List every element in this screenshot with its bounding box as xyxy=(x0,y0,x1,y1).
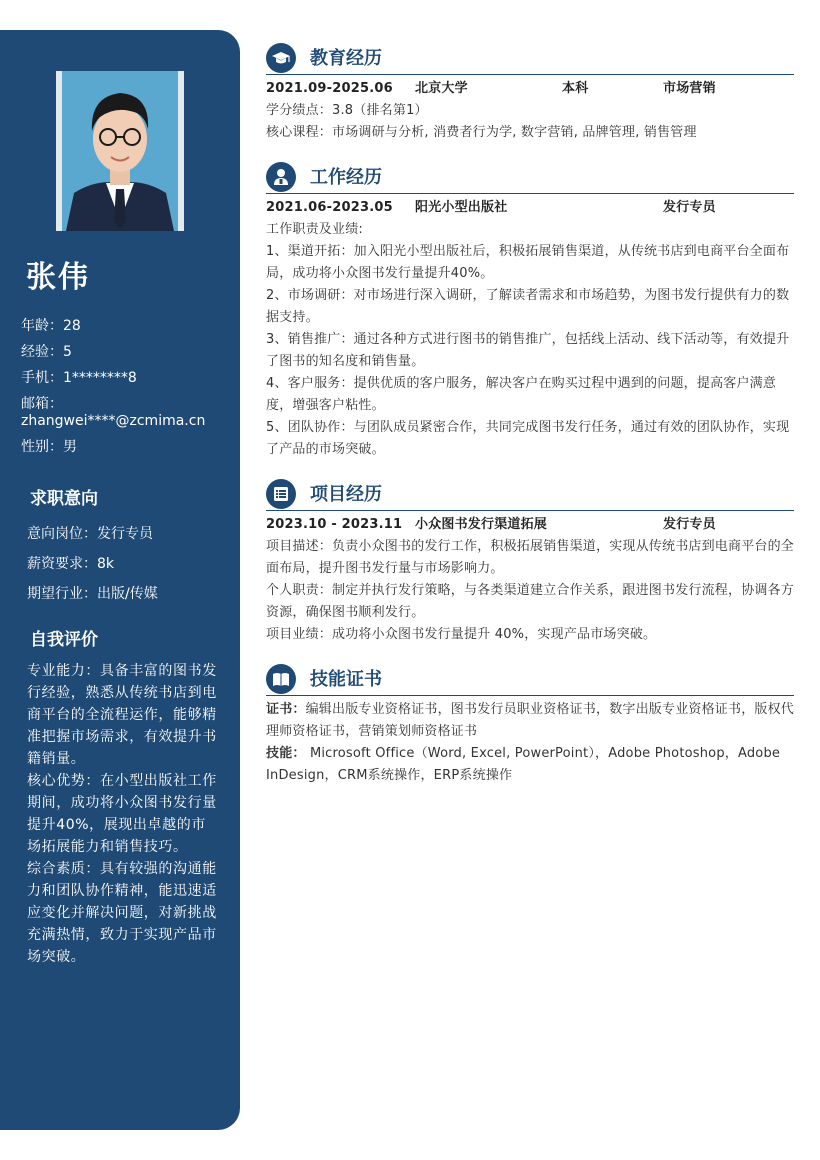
section-title: 技能证书 xyxy=(310,669,382,690)
skill-line xyxy=(266,743,794,787)
profile-photo xyxy=(56,71,184,231)
section-title: 项目经历 xyxy=(310,484,382,505)
intent-list xyxy=(27,525,158,615)
work-line: 3、销售推广：通过各种方式进行图书的销售推广，包括线上活动、线下活动等，有效提升了图书的知名度和销售量。 xyxy=(266,332,790,369)
candidate-name: 张伟 xyxy=(26,260,90,295)
project-section xyxy=(266,476,794,646)
info-phone xyxy=(21,370,231,387)
education-date: 2021.09-2025.06 xyxy=(266,81,393,96)
work-body xyxy=(266,197,794,461)
info-label: 年龄： xyxy=(21,318,63,334)
work-row-head xyxy=(266,197,794,219)
project-name: 小众图书发行渠道拓展 xyxy=(415,517,548,532)
self-eval-paragraph: 核心优势：在小型出版社工作期间，成功将小众图书发行量提升40%，展现出卓越的市场拓展能力和销售技巧。 xyxy=(27,773,217,855)
work-date: 2021.06-2023.05 xyxy=(266,200,393,215)
info-label: 邮箱： xyxy=(21,396,63,412)
work-line: 5、团队协作：与团队成员紧密合作，共同完成图书发行任务，通过有效的团队协作，实现了产品的市场突破。 xyxy=(266,420,790,457)
info-label: 性别： xyxy=(21,439,63,455)
self-eval-text xyxy=(27,660,219,968)
section-title: 教育经历 xyxy=(310,48,382,69)
intent-title: 求职意向 xyxy=(30,489,98,509)
intent-item: 意向岗位：发行专员 xyxy=(27,526,153,542)
section-header xyxy=(266,159,794,194)
section-header xyxy=(266,661,794,696)
worker-icon xyxy=(266,162,296,192)
info-value: zhangwei****@zcmima.cn xyxy=(21,413,206,429)
education-major: 市场营销 xyxy=(663,81,716,96)
skills-section xyxy=(266,661,794,787)
graduation-cap-icon xyxy=(266,43,296,73)
work-role: 发行专员 xyxy=(663,200,716,215)
education-line: 学分绩点：3.8（排名第1） xyxy=(266,103,428,118)
education-body xyxy=(266,78,794,144)
project-body xyxy=(266,514,794,646)
basic-info xyxy=(21,318,231,465)
work-section xyxy=(266,159,794,461)
self-eval-paragraph: 综合素质：具有较强的沟通能力和团队协作精神，能迅速适应变化并解决问题，对新挑战充满热情，致力于实现产品市场突破。 xyxy=(27,861,217,965)
work-line: 工作职责及业绩: xyxy=(266,222,363,237)
skill-label: 技能： xyxy=(266,746,306,761)
section-title: 工作经历 xyxy=(310,167,382,188)
project-line: 项目业绩：成功将小众图书发行量提升 40%，实现产品市场突破。 xyxy=(266,627,657,642)
info-value: 28 xyxy=(63,318,81,334)
info-label: 经验： xyxy=(21,344,63,360)
intent-item: 期望行业：出版/传媒 xyxy=(27,586,158,602)
skill-text: Microsoft Office（Word, Excel, PowerPoint），Adobe Photoshop，Adobe InDesign，CRM系统操作，ERP系统操作 xyxy=(266,746,781,783)
intent-item: 薪资要求：8k xyxy=(27,556,115,572)
info-gender xyxy=(21,439,231,456)
work-line: 1、渠道开拓：加入阳光小型出版社后，积极拓展销售渠道，从传统书店到电商平台全面布局，成功将小众图书发行量提升40%。 xyxy=(266,244,790,281)
skills-body xyxy=(266,699,794,787)
self-eval-title: 自我评价 xyxy=(30,630,98,650)
self-eval-paragraph: 专业能力：具备丰富的图书发行经验，熟悉从传统书店到电商平台的全流程运作，能够精准把握市场需求，有效提升书籍销量。 xyxy=(27,663,217,767)
project-date: 2023.10 - 2023.11 xyxy=(266,517,403,532)
education-section xyxy=(266,40,794,144)
work-line: 2、市场调研：对市场进行深入调研，了解读者需求和市场趋势，为图书发行提供有力的数据支持。 xyxy=(266,288,790,325)
sidebar xyxy=(0,30,240,1130)
cert-text: 编辑出版专业资格证书，图书发行员职业资格证书，数字出版专业资格证书，版权代理师资格证书，营销策划师资格证书 xyxy=(266,702,795,739)
cert-label: 证书： xyxy=(266,702,306,717)
project-row-head xyxy=(266,514,794,536)
info-label: 手机： xyxy=(21,370,63,386)
education-school: 北京大学 xyxy=(415,81,468,96)
cert-line xyxy=(266,699,794,743)
book-icon xyxy=(266,664,296,694)
info-value: 5 xyxy=(63,344,72,360)
section-header xyxy=(266,476,794,511)
info-value: 男 xyxy=(63,439,77,455)
list-icon xyxy=(266,479,296,509)
work-company: 阳光小型出版社 xyxy=(415,200,508,215)
project-line: 项目描述：负责小众图书的发行工作，积极拓展销售渠道，实现从传统书店到电商平台的全面布局，提升图书发行量与市场影响力。 xyxy=(266,539,795,576)
education-row-head xyxy=(266,78,794,100)
education-degree: 本科 xyxy=(562,81,589,96)
work-line: 4、客户服务：提供优质的客户服务，解决客户在购买过程中遇到的问题，提高客户满意度，增强客户粘性。 xyxy=(266,376,777,413)
project-line: 个人职责：制定并执行发行策略，与各类渠道建立合作关系，跟进图书发行流程，协调各方资源，确保图书顺利发行。 xyxy=(266,583,795,620)
project-role: 发行专员 xyxy=(663,517,716,532)
education-line: 核心课程：市场调研与分析, 消费者行为学, 数字营销, 品牌管理, 销售管理 xyxy=(266,125,697,140)
info-value: 1********8 xyxy=(63,370,137,386)
section-header xyxy=(266,40,794,75)
info-email xyxy=(21,396,231,430)
info-age xyxy=(21,318,231,335)
info-experience xyxy=(21,344,231,361)
